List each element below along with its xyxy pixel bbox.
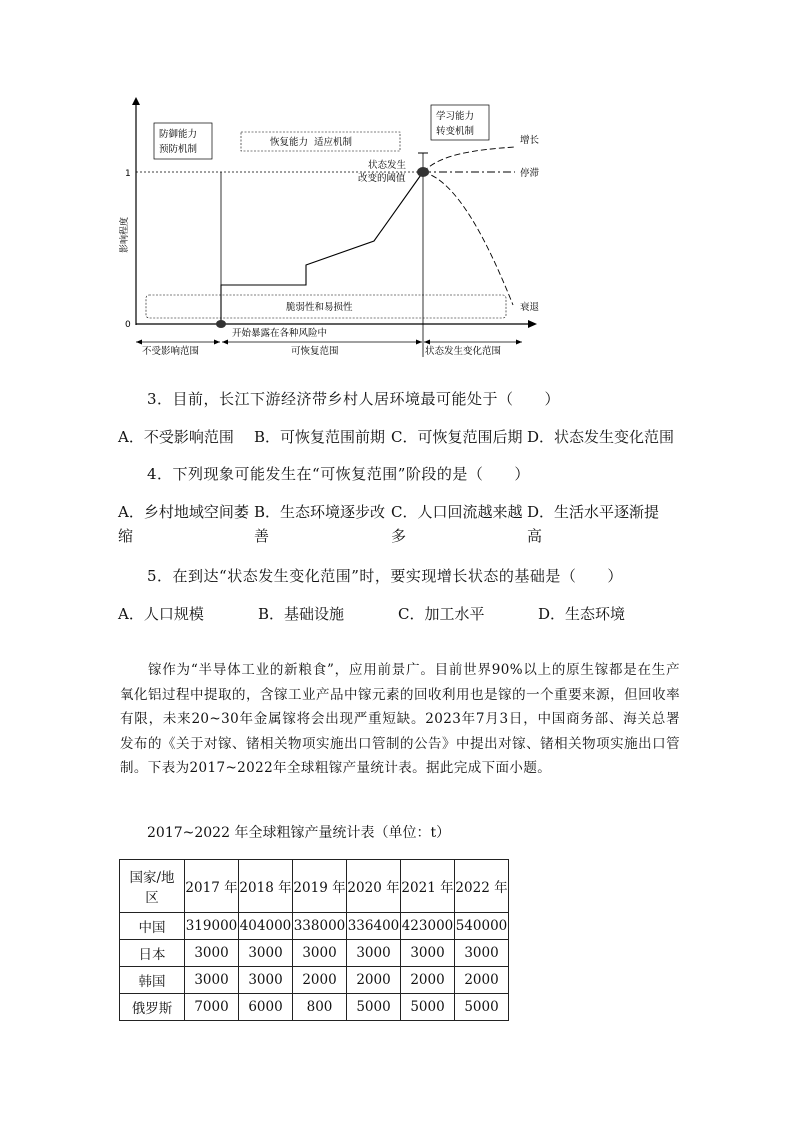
question-5-option-b[interactable]: B．基础设施	[258, 605, 345, 623]
defense-label-2: 预防机制	[159, 144, 198, 155]
header-country-line-2: 区	[145, 890, 159, 906]
range-unaffected-arrowhead-right	[214, 340, 220, 345]
growth-label: 增长	[520, 135, 540, 146]
y-tick-one: 1	[125, 169, 131, 179]
y-axis-arrow	[132, 97, 140, 105]
header-year: 2021 年	[401, 860, 455, 913]
range-unaffected-label: 不受影响范围	[142, 346, 200, 357]
question-3-option-b[interactable]: B．可恢复范围前期	[254, 428, 386, 446]
exposure-label: 开始暴露在各种风险中	[232, 328, 328, 339]
value-cell: 5000	[455, 994, 509, 1021]
value-cell: 7000	[185, 994, 239, 1021]
question-5-option-c[interactable]: C．加工水平	[398, 605, 485, 623]
question-3-option-a[interactable]: A．不受影响范围	[118, 428, 234, 446]
value-cell: 3000	[185, 967, 239, 994]
country-cell: 中国	[120, 913, 185, 940]
header-country-line-1: 国家/地	[129, 870, 175, 886]
value-cell: 338000	[293, 913, 347, 940]
value-cell: 800	[293, 994, 347, 1021]
value-cell: 3000	[347, 940, 401, 967]
question-4-option-b[interactable]: B．生态环境逐步改善	[254, 503, 386, 545]
y-axis-label: 影响程度	[120, 216, 130, 253]
value-cell: 540000	[455, 913, 509, 940]
value-cell: 3000	[185, 940, 239, 967]
value-cell: 319000	[185, 913, 239, 940]
table-caption: 2017~2022 年全球粗镓产量统计表（单位：t）	[147, 825, 451, 841]
range-recoverable-arrowhead-right	[416, 340, 422, 345]
value-cell: 2000	[455, 967, 509, 994]
question-3-option-c[interactable]: C．可恢复范围后期	[391, 428, 523, 446]
country-cell: 韩国	[120, 967, 185, 994]
vulnerability-label: 脆弱性和易损性	[286, 302, 353, 313]
exposure-marker	[216, 320, 226, 328]
defense-label-1: 防御能力	[159, 129, 198, 140]
range-change-arrowhead-right	[516, 340, 522, 345]
question-4-option-a[interactable]: A．乡村地域空间萎缩	[118, 503, 249, 545]
value-cell: 3000	[455, 940, 509, 967]
value-cell: 2000	[401, 967, 455, 994]
range-recoverable-label: 可恢复范围	[291, 346, 339, 357]
value-cell: 3000	[239, 940, 293, 967]
question-4-option-c[interactable]: C．人口回流越来越多	[391, 503, 523, 545]
table-header-row	[120, 860, 509, 913]
table-row	[120, 940, 509, 967]
range-change-label: 状态发生变化范围	[425, 346, 502, 357]
decline-label: 衰退	[520, 302, 540, 313]
threshold-label-2: 改变的阈值	[358, 173, 406, 184]
question-5-option-a[interactable]: A．人口规模	[118, 605, 204, 623]
value-cell: 5000	[347, 994, 401, 1021]
header-country-cell	[120, 860, 185, 913]
recovery-label: 恢复能力 适应机制	[270, 137, 353, 148]
value-cell: 6000	[239, 994, 293, 1021]
question-5-option-d[interactable]: D．生态环境	[538, 605, 626, 623]
learning-label-1: 学习能力	[436, 111, 475, 122]
header-year: 2018 年	[239, 860, 293, 913]
x-axis-arrow	[528, 320, 537, 328]
learning-label-2: 转变机制	[436, 126, 475, 137]
gallium-production-table	[119, 859, 509, 1021]
country-cell: 日本	[120, 940, 185, 967]
value-cell: 2000	[347, 967, 401, 994]
header-year: 2017 年	[185, 860, 239, 913]
table-row	[120, 913, 509, 940]
value-cell: 5000	[401, 994, 455, 1021]
value-cell: 336400	[347, 913, 401, 940]
value-cell: 3000	[293, 940, 347, 967]
gallium-passage: 镓作为“半导体工业的新粮食”，应用前景广。目前世界90%以上的原生镓都是在生产氧化铝过程中提取的，含镓工业产品中镓元素的回收利用也是镓的一个重要来源，但回收率有限，未来20~30年金属镓将会出现严重短缺。2023年7月3日，中国商务部、海关总署发布的《关于对镓、锗相关物项实施出口管制的公告》中提出对镓、锗相关物项实施出口管制。下表为2017~2022年全球粗镓产量统计表。据此完成下面小题。	[120, 662, 680, 776]
header-year: 2022 年	[455, 860, 509, 913]
question-3-option-d[interactable]: D．状态发生变化范围	[527, 428, 675, 446]
header-year: 2019 年	[293, 860, 347, 913]
decline-curve	[423, 172, 513, 305]
stagnation-label: 停滞	[520, 168, 540, 179]
question-4-stem: 4．下列现象可能发生在“可恢复范围”阶段的是（ ）	[147, 465, 530, 483]
country-cell: 俄罗斯	[120, 994, 185, 1021]
range-unaffected-arrowhead-left	[136, 340, 142, 345]
resilience-diagram	[110, 95, 550, 367]
y-tick-zero: 0	[125, 320, 131, 330]
table-row	[120, 994, 509, 1021]
value-cell: 404000	[239, 913, 293, 940]
value-cell: 423000	[401, 913, 455, 940]
question-4-option-d[interactable]: D．生活水平逐渐提高	[527, 503, 660, 545]
value-cell: 2000	[293, 967, 347, 994]
table-row	[120, 967, 509, 994]
value-cell: 3000	[401, 940, 455, 967]
range-recoverable-arrowhead-left	[222, 340, 228, 345]
range-change-arrowhead-left	[424, 340, 430, 345]
threshold-label-1: 状态发生	[368, 160, 407, 171]
value-cell: 3000	[239, 967, 293, 994]
question-5-stem: 5．在到达“状态发生变化范围”时，要实现增长状态的基础是（ ）	[147, 567, 623, 585]
growth-curve	[423, 147, 515, 172]
threshold-marker	[417, 167, 429, 177]
header-year: 2020 年	[347, 860, 401, 913]
question-3-stem: 3．目前，长江下游经济带乡村人居环境最可能处于（ ）	[147, 390, 561, 408]
